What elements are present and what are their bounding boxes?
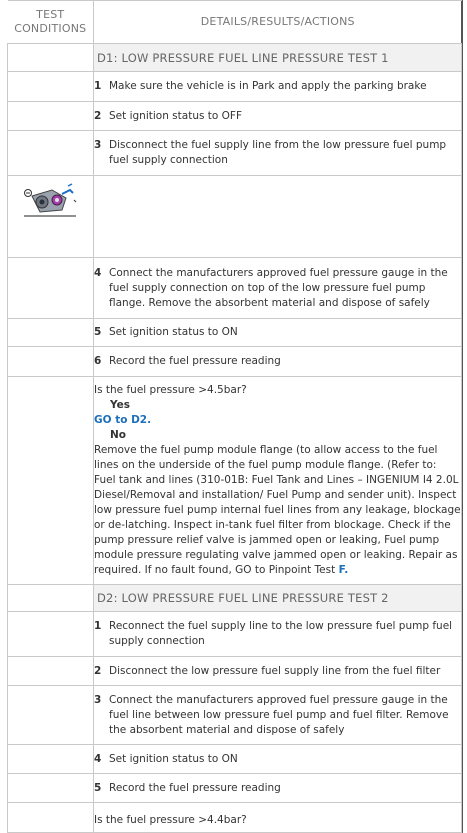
step-number: 5 [94,326,102,338]
step-cell [94,774,462,803]
step-text: Make sure the vehicle is in Park and apply the parking brake [109,80,427,92]
step-text: Disconnect the fuel supply line from the low pressure fuel pump fuel supply connection [109,139,447,166]
pinpoint-test-table [7,0,462,833]
step-number: 3 [94,693,102,706]
condition-cell [8,72,94,102]
no-action-text [94,443,461,578]
step-cell [94,131,462,176]
header-details: DETAILS/RESULTS/ACTIONS [94,1,462,44]
table-row [8,176,462,258]
step-number: 2 [94,109,102,122]
step-number: 1 [94,80,102,92]
condition-cell [8,803,94,833]
step-text: Connect the manufacturers approved fuel pressure gauge in the fuel line between low pressure fuel pump and fuel filter. Remove the absorbent material and dispose of safely [109,693,449,736]
step-text: Set ignition status to ON [109,326,238,338]
table-row [8,258,462,319]
section-d1-title: D1: LOW PRESSURE FUEL LINE PRESSURE TEST 1 [94,44,462,72]
section-d1-blank [8,44,94,72]
header-test-conditions: TEST CONDITIONS [8,1,94,44]
image-detail-cell [94,176,462,258]
condition-image-cell [8,176,94,258]
table-row [8,377,462,585]
step-cell [94,657,462,686]
condition-cell [8,319,94,347]
step-number: 3 [94,139,102,151]
table-row [8,347,462,377]
section-d1 [8,44,462,72]
step-text: Disconnect the low pressure fuel supply line from the fuel filter [109,664,441,677]
step-number: 4 [94,266,102,279]
result-cell [94,803,462,833]
result-question: Is the fuel pressure >4.5bar? [94,384,247,396]
step-text: Record the fuel pressure reading [109,355,281,367]
table-row [8,803,462,833]
result-cell [94,377,462,585]
step-cell [94,686,462,745]
step-number: 5 [94,781,102,794]
step-number: 6 [94,355,102,367]
condition-cell [8,347,94,377]
result-question: Is the fuel pressure >4.4bar? [94,813,247,826]
table-row [8,72,462,102]
condition-cell [8,131,94,176]
step-number: 2 [94,664,102,677]
section-d2-blank [8,585,94,612]
pinpoint-test-f-link[interactable]: F. [338,564,349,576]
yes-label: Yes [110,399,131,411]
table-row [8,774,462,803]
condition-cell [8,612,94,657]
step-text: Record the fuel pressure reading [109,781,281,794]
condition-cell [8,774,94,803]
no-action-body: Remove the fuel pump module flange (to allow access to the fuel lines on the underside of the fuel pump module flange. (Refer to: Fuel tank and lines (310-01B: Fuel Tank and Lines – INGENIUM I4 2.0L Diesel/Removal and installation/ Fuel Pump and sender unit). Inspect low pressure fuel pump internal fuel lines from any leakage, blockage or de-latching. Inspect in-tank fuel filter from blockage. Check if the pump pressure relief valve is jammed open or leaking, Fuel pump module pressure regulating valve jammed open or leaking. Repair as required. If no fault found, GO to Pinpoint Test [94,444,461,576]
section-d2 [8,585,462,612]
step-text: Reconnect the fuel supply line to the low pressure fuel pump fuel supply connection [109,620,453,647]
step-cell [94,347,462,377]
section-d2-title: D2: LOW PRESSURE FUEL LINE PRESSURE TEST 2 [94,585,462,612]
goto-d2-link[interactable]: GO to D2. [94,414,152,426]
step-number: 1 [94,620,102,632]
table-row [8,657,462,686]
table-row [8,612,462,657]
step-cell [94,319,462,347]
condition-cell [8,686,94,745]
table-row [8,745,462,774]
table-header [8,1,462,44]
step-cell [94,745,462,774]
table-row [8,102,462,131]
absorbent-material-warning-icon [22,182,78,222]
table-row [8,686,462,745]
step-text: Set ignition status to ON [109,752,238,765]
condition-cell [8,377,94,585]
step-cell [94,102,462,131]
condition-cell [8,258,94,319]
step-cell [94,612,462,657]
condition-cell [8,657,94,686]
step-text: Set ignition status to OFF [109,109,243,122]
step-number: 4 [94,752,102,765]
condition-cell [8,745,94,774]
table-row [8,319,462,347]
condition-cell [8,102,94,131]
table-row [8,131,462,176]
no-label: No [110,429,127,441]
step-text: Connect the manufacturers approved fuel pressure gauge in the fuel supply connection on top of the low pressure fuel pump flange. Remove the absorbent material and dispose of safely [109,266,448,309]
step-cell [94,258,462,319]
step-cell [94,72,462,102]
